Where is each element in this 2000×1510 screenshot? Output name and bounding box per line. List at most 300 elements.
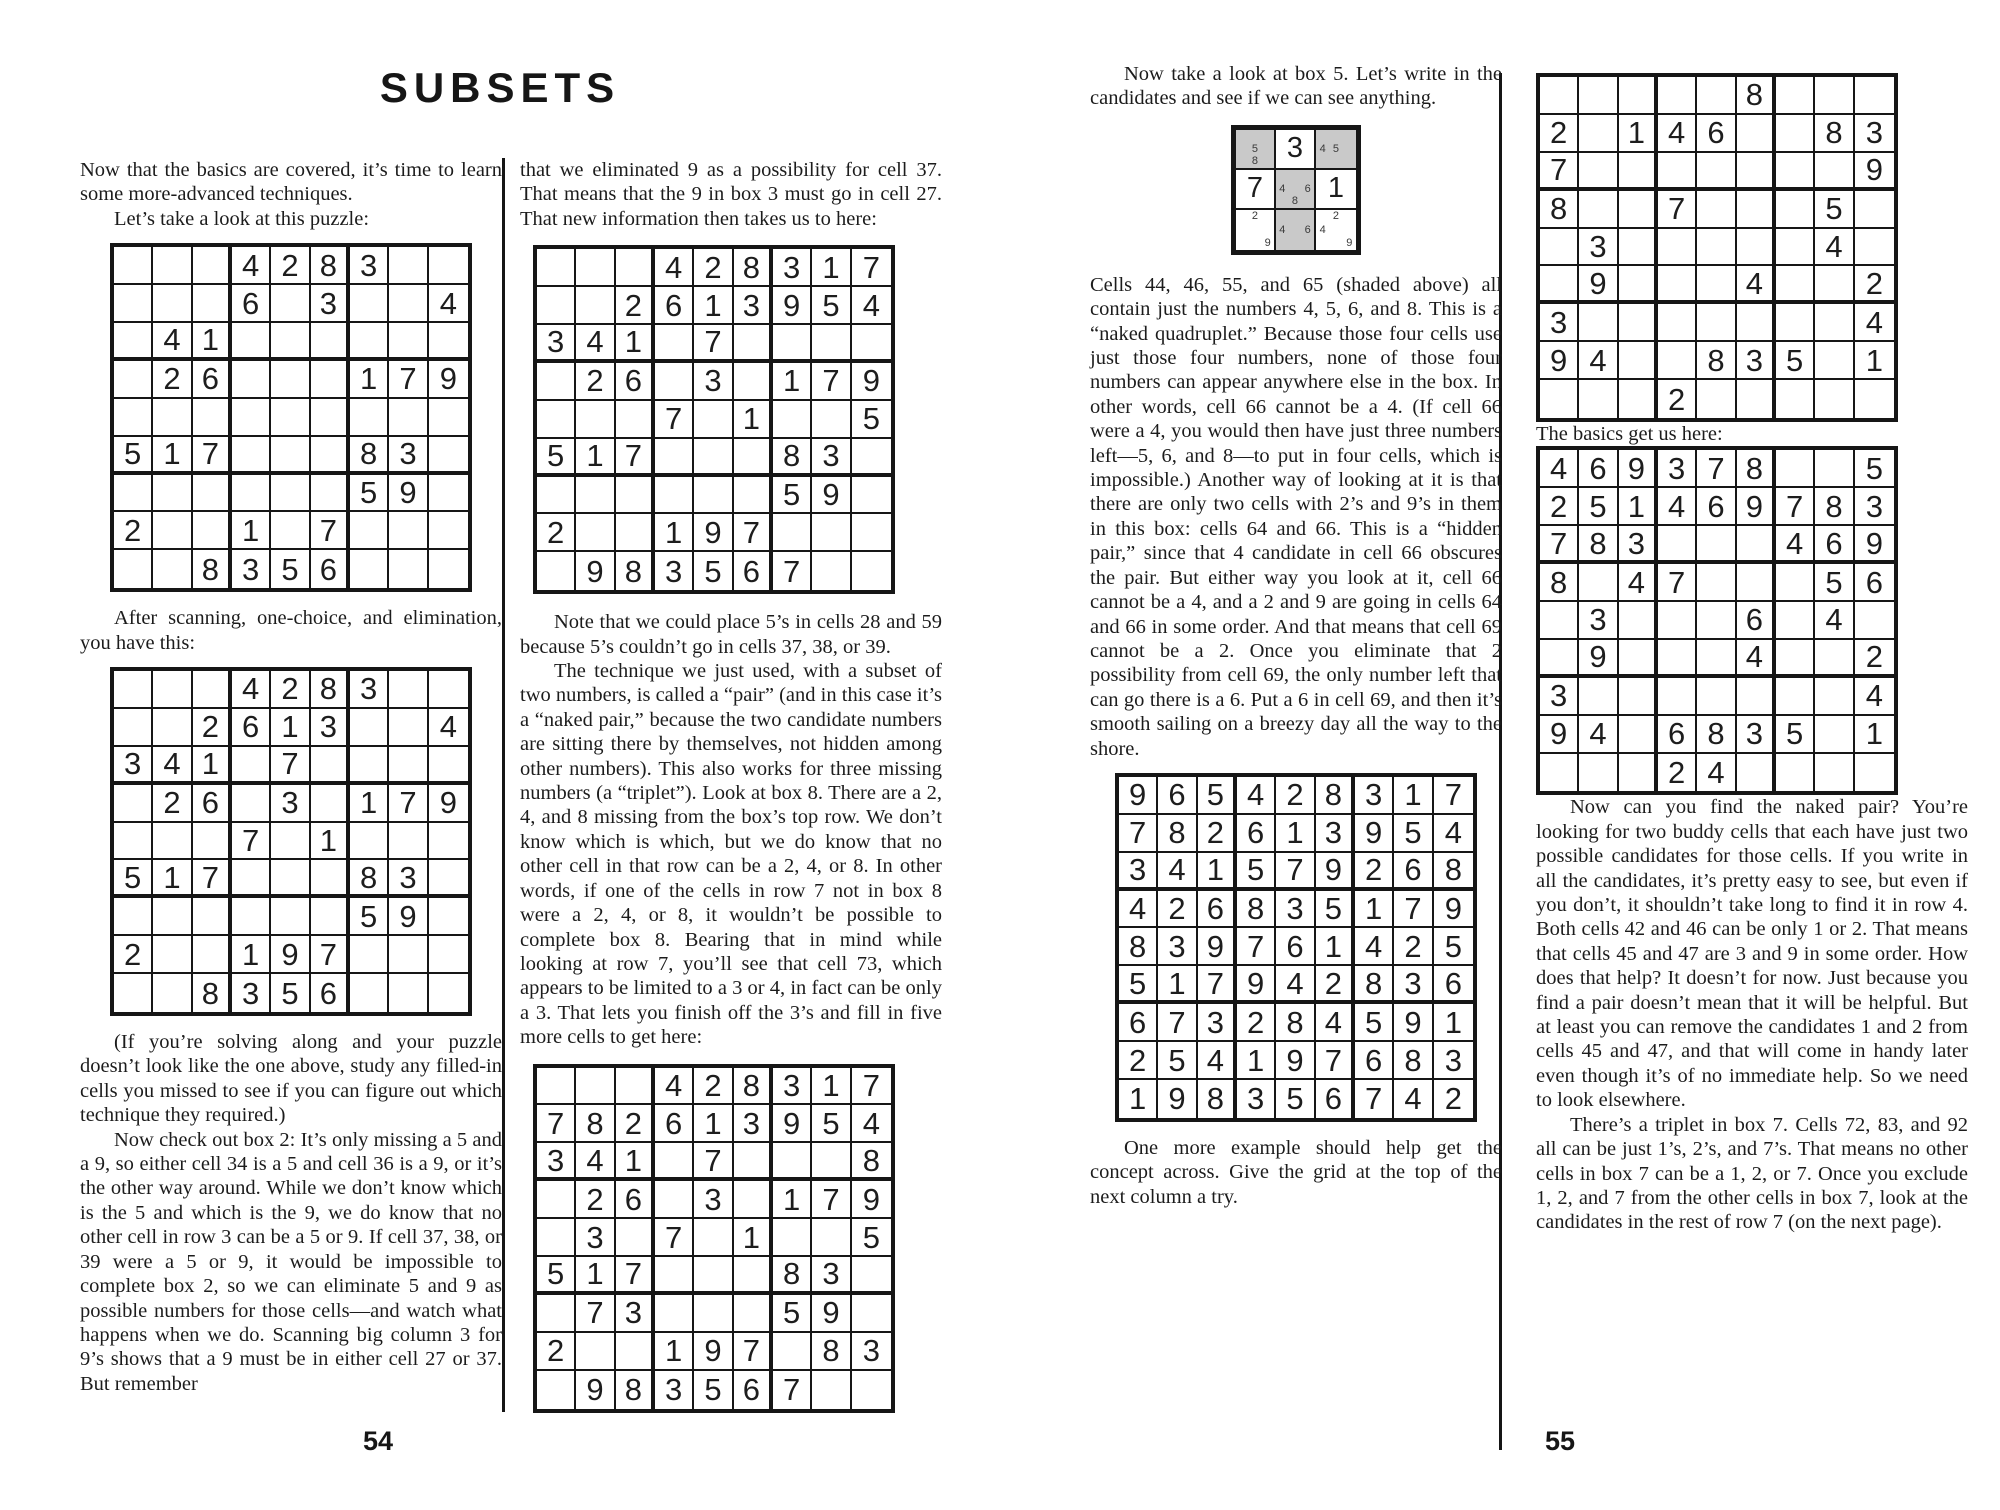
sudoku-cell: 2 bbox=[1276, 777, 1315, 815]
sudoku-cell bbox=[389, 550, 428, 588]
sudoku-cell bbox=[429, 747, 468, 785]
sudoku-cell bbox=[1815, 716, 1854, 754]
sudoku-cell bbox=[1579, 115, 1618, 153]
sudoku-cell: 6 bbox=[734, 1371, 773, 1409]
candidate-slot bbox=[1329, 236, 1342, 249]
sudoku-cell: 7 bbox=[232, 823, 271, 861]
sudoku-cell: 3 bbox=[576, 1219, 615, 1257]
candidate-slot bbox=[1236, 155, 1249, 168]
sudoku-cell: 3 bbox=[812, 1257, 851, 1295]
sudoku-cell: 9 bbox=[812, 1295, 851, 1333]
sudoku-cell: 1 bbox=[153, 860, 192, 898]
sudoku-cell: 9 bbox=[389, 475, 428, 513]
sudoku-cell bbox=[271, 437, 310, 475]
sudoku-cell: 4 bbox=[1776, 526, 1815, 564]
sudoku-cell bbox=[271, 361, 310, 399]
sudoku-cell: 8 bbox=[350, 860, 389, 898]
sudoku-cell: 6 bbox=[1355, 1042, 1394, 1080]
sudoku-cell: 9 bbox=[1540, 342, 1579, 380]
sudoku-cell: 8 bbox=[350, 437, 389, 475]
sudoku-cell: 3 bbox=[1737, 716, 1776, 754]
sudoku-cell bbox=[1855, 229, 1894, 267]
page-number-right: 55 bbox=[1545, 1426, 1576, 1456]
sudoku-cell: 9 bbox=[1394, 1004, 1433, 1042]
box-cell-solved: 7 bbox=[1236, 170, 1276, 210]
sudoku-cell bbox=[389, 323, 428, 361]
candidate-slot bbox=[1236, 210, 1249, 223]
candidate-slot bbox=[1261, 142, 1274, 155]
sudoku-cell: 1 bbox=[616, 1143, 655, 1181]
solving-note-paragraph: (If you’re solving along and your puzzle doesn’t look like the one above, study any filled-in cells you missed to see if you can figure out which technique they required.) bbox=[80, 1031, 502, 1127]
sudoku-cell: 7 bbox=[1316, 1042, 1355, 1080]
sudoku-cell bbox=[1697, 153, 1736, 191]
sudoku-cell: 7 bbox=[655, 401, 694, 439]
sudoku-cell: 4 bbox=[852, 287, 891, 325]
sudoku-cell: 9 bbox=[1855, 526, 1894, 564]
sudoku-cell: 5 bbox=[1434, 928, 1473, 966]
sudoku-cell: 7 bbox=[271, 747, 310, 785]
sudoku-cell: 3 bbox=[1737, 342, 1776, 380]
sudoku-cell: 1 bbox=[1394, 777, 1433, 815]
sudoku-cell bbox=[193, 671, 232, 709]
sudoku-cell bbox=[812, 325, 851, 363]
sudoku-cell: 4 bbox=[1737, 266, 1776, 304]
sudoku-cell bbox=[694, 1257, 733, 1295]
sudoku-cell bbox=[153, 671, 192, 709]
sudoku-cell: 1 bbox=[311, 823, 350, 861]
sudoku-cell: 2 bbox=[1237, 1004, 1276, 1042]
candidate-slot bbox=[1249, 130, 1262, 143]
sudoku-cell bbox=[1815, 640, 1854, 678]
candidate-slot bbox=[1289, 182, 1302, 195]
sudoku-cell bbox=[193, 247, 232, 285]
sudoku-cell: 8 bbox=[1540, 564, 1579, 602]
sudoku-cell: 8 bbox=[1394, 1042, 1433, 1080]
sudoku-cell bbox=[576, 249, 615, 287]
sudoku-cell: 6 bbox=[616, 1181, 655, 1219]
sudoku-cell bbox=[852, 1257, 891, 1295]
sudoku-cell: 4 bbox=[1815, 229, 1854, 267]
sudoku-cell bbox=[1540, 229, 1579, 267]
sudoku-cell: 4 bbox=[153, 747, 192, 785]
sudoku-cell: 6 bbox=[655, 1105, 694, 1143]
sudoku-cell bbox=[114, 361, 153, 399]
sudoku-cell: 4 bbox=[153, 323, 192, 361]
sudoku-cell bbox=[1776, 77, 1815, 115]
candidate-slot bbox=[1329, 223, 1342, 236]
candidate-slot: 4 bbox=[1319, 223, 1326, 236]
sudoku-cell bbox=[812, 1219, 851, 1257]
candidate-mini-grid bbox=[1276, 170, 1314, 208]
sudoku-cell bbox=[1579, 564, 1618, 602]
sudoku-cell: 8 bbox=[852, 1143, 891, 1181]
sudoku-cell: 2 bbox=[153, 361, 192, 399]
sudoku-cell: 7 bbox=[193, 437, 232, 475]
sudoku-cell: 9 bbox=[852, 1181, 891, 1219]
sudoku-cell: 7 bbox=[734, 1333, 773, 1371]
sudoku-cell bbox=[694, 1219, 733, 1257]
sudoku-cell: 1 bbox=[576, 439, 615, 477]
sudoku-cell: 3 bbox=[655, 1371, 694, 1409]
sudoku-cell bbox=[311, 361, 350, 399]
sudoku-cell: 1 bbox=[153, 437, 192, 475]
sudoku-cell: 6 bbox=[1658, 716, 1697, 754]
sudoku-cell bbox=[1619, 229, 1658, 267]
candidate-slot bbox=[1329, 155, 1342, 168]
sudoku-cell: 3 bbox=[1394, 966, 1433, 1004]
sudoku-cell bbox=[734, 1257, 773, 1295]
sudoku-cell: 2 bbox=[694, 1068, 733, 1106]
sudoku-cell: 6 bbox=[1237, 815, 1276, 853]
sudoku-cell bbox=[852, 514, 891, 552]
sudoku-cell: 4 bbox=[1855, 678, 1894, 716]
sudoku-cell: 1 bbox=[1434, 1004, 1473, 1042]
sudoku-cell: 2 bbox=[1198, 815, 1237, 853]
sudoku-cell: 5 bbox=[1815, 564, 1854, 602]
sudoku-cell: 1 bbox=[812, 249, 851, 287]
sudoku-cell: 8 bbox=[616, 1371, 655, 1409]
sudoku-cell bbox=[429, 399, 468, 437]
sudoku-cell: 5 bbox=[114, 437, 153, 475]
box-cell-candidates bbox=[1316, 130, 1356, 170]
sudoku-cell: 4 bbox=[232, 247, 271, 285]
sudoku-cell: 2 bbox=[271, 671, 310, 709]
sudoku-cell: 6 bbox=[1697, 488, 1736, 526]
sudoku-cell: 7 bbox=[1119, 815, 1158, 853]
sudoku-cell: 8 bbox=[1158, 815, 1197, 853]
sudoku-cell bbox=[773, 1333, 812, 1371]
candidate-slot bbox=[1301, 195, 1314, 208]
sudoku-cell: 8 bbox=[1697, 342, 1736, 380]
sudoku-cell: 3 bbox=[311, 285, 350, 323]
sudoku-cell bbox=[812, 401, 851, 439]
candidate-slot: 9 bbox=[1264, 237, 1271, 250]
sudoku-cell: 3 bbox=[734, 1105, 773, 1143]
candidate-slot bbox=[1236, 236, 1249, 249]
sudoku-cell bbox=[1737, 115, 1776, 153]
sudoku-cell: 9 bbox=[694, 1333, 733, 1371]
sudoku-cell bbox=[655, 477, 694, 515]
sudoku-cell bbox=[1776, 304, 1815, 342]
sudoku-cell: 1 bbox=[773, 363, 812, 401]
sudoku-cell: 8 bbox=[1237, 891, 1276, 929]
sudoku-cell: 4 bbox=[1737, 640, 1776, 678]
sudoku-cell bbox=[350, 747, 389, 785]
sudoku-cell: 6 bbox=[655, 287, 694, 325]
sudoku-cell bbox=[193, 285, 232, 323]
sudoku-cell: 2 bbox=[1158, 891, 1197, 929]
sudoku-cell: 5 bbox=[350, 898, 389, 936]
sudoku-cell bbox=[429, 898, 468, 936]
sudoku-cell: 5 bbox=[537, 439, 576, 477]
sudoku-cell: 9 bbox=[1316, 853, 1355, 891]
candidate-slot: 5 bbox=[1332, 142, 1340, 155]
sudoku-cell: 3 bbox=[655, 552, 694, 590]
candidate-slot bbox=[1236, 130, 1249, 143]
sudoku-cell bbox=[114, 974, 153, 1012]
sudoku-cell bbox=[350, 974, 389, 1012]
sudoku-cell bbox=[193, 936, 232, 974]
sudoku-cell: 1 bbox=[193, 323, 232, 361]
sudoku-cell bbox=[114, 785, 153, 823]
candidate-slot bbox=[1329, 130, 1342, 143]
candidate-slot bbox=[1343, 223, 1356, 236]
sudoku-cell bbox=[232, 860, 271, 898]
sudoku-cell bbox=[576, 514, 615, 552]
sudoku-cell bbox=[350, 936, 389, 974]
sudoku-cell: 4 bbox=[429, 285, 468, 323]
sudoku-cell: 8 bbox=[1119, 928, 1158, 966]
sudoku-cell: 7 bbox=[1355, 1080, 1394, 1118]
sudoku-cell: 5 bbox=[1237, 853, 1276, 891]
candidate-mini-grid bbox=[1316, 130, 1356, 168]
sudoku-cell: 1 bbox=[232, 936, 271, 974]
sudoku-cell: 3 bbox=[1316, 815, 1355, 853]
sudoku-cell bbox=[1658, 602, 1697, 640]
sudoku-cell bbox=[389, 512, 428, 550]
sudoku-cell bbox=[429, 323, 468, 361]
sudoku-cell: 7 bbox=[1697, 450, 1736, 488]
sudoku-cell bbox=[1579, 678, 1618, 716]
sudoku-cell: 9 bbox=[429, 785, 468, 823]
candidate-slot bbox=[1289, 236, 1302, 249]
candidate-slot bbox=[1276, 210, 1289, 223]
sudoku-cell: 5 bbox=[812, 287, 851, 325]
sudoku-cell: 3 bbox=[1658, 450, 1697, 488]
sudoku-cell: 9 bbox=[271, 936, 310, 974]
sudoku-cell: 7 bbox=[616, 439, 655, 477]
box-cell-candidates bbox=[1236, 130, 1276, 170]
sudoku-cell: 3 bbox=[616, 1295, 655, 1333]
sudoku-cell: 3 bbox=[1198, 1004, 1237, 1042]
sudoku-cell bbox=[153, 475, 192, 513]
sudoku-cell bbox=[271, 512, 310, 550]
sudoku-cell bbox=[389, 936, 428, 974]
candidate-slot bbox=[1343, 210, 1356, 223]
box-cell-candidates bbox=[1276, 170, 1316, 210]
sudoku-cell bbox=[153, 285, 192, 323]
sudoku-cell: 5 bbox=[694, 1371, 733, 1409]
sudoku-cell bbox=[1737, 678, 1776, 716]
candidate-slot: 4 bbox=[1279, 182, 1286, 195]
sudoku-cell: 3 bbox=[537, 1143, 576, 1181]
sudoku-cell bbox=[537, 477, 576, 515]
sudoku-cell bbox=[114, 247, 153, 285]
sudoku-cell: 3 bbox=[537, 325, 576, 363]
page54-column-2 bbox=[520, 158, 942, 1429]
sudoku-cell: 9 bbox=[1619, 450, 1658, 488]
sudoku-cell: 7 bbox=[311, 936, 350, 974]
sudoku-cell bbox=[271, 285, 310, 323]
sudoku-cell: 3 bbox=[773, 249, 812, 287]
sudoku-cell bbox=[311, 323, 350, 361]
sudoku-cell bbox=[193, 399, 232, 437]
sudoku-cell bbox=[576, 287, 615, 325]
sudoku-cell: 2 bbox=[537, 514, 576, 552]
candidate-slot bbox=[1343, 155, 1356, 168]
sudoku-cell: 7 bbox=[311, 512, 350, 550]
sudoku-cell: 4 bbox=[1658, 488, 1697, 526]
sudoku-cell bbox=[1540, 602, 1579, 640]
sudoku-cell: 3 bbox=[114, 747, 153, 785]
sudoku-cell bbox=[271, 898, 310, 936]
sudoku-cell: 3 bbox=[1855, 488, 1894, 526]
sudoku-cell: 2 bbox=[1355, 853, 1394, 891]
sudoku-cell bbox=[1697, 229, 1736, 267]
sudoku-cell: 3 bbox=[1355, 777, 1394, 815]
candidate-slot bbox=[1289, 210, 1302, 223]
box-cell-solved: 3 bbox=[1276, 130, 1316, 170]
sudoku-cell: 3 bbox=[350, 247, 389, 285]
sudoku-cell: 3 bbox=[734, 287, 773, 325]
page-number-left: 54 bbox=[363, 1426, 394, 1456]
sudoku-cell: 2 bbox=[1540, 115, 1579, 153]
sudoku-cell: 2 bbox=[153, 785, 192, 823]
sudoku-cell bbox=[1776, 229, 1815, 267]
sudoku-cell bbox=[852, 439, 891, 477]
note-paragraph: Note that we could place 5’s in cells 28 and 59 because 5’s couldn’t go in cells 37, 38, or 39. bbox=[520, 611, 942, 658]
sudoku-cell: 1 bbox=[350, 361, 389, 399]
sudoku-cell bbox=[1776, 640, 1815, 678]
sudoku-cell: 3 bbox=[1579, 229, 1618, 267]
sudoku-cell bbox=[1619, 191, 1658, 229]
sudoku-cell bbox=[350, 709, 389, 747]
sudoku-cell: 3 bbox=[773, 1068, 812, 1106]
sudoku-cell bbox=[537, 1219, 576, 1257]
sudoku-cell: 5 bbox=[852, 1219, 891, 1257]
candidate-slot bbox=[1316, 236, 1329, 249]
sudoku-cell bbox=[1697, 266, 1736, 304]
sudoku-cell: 6 bbox=[193, 361, 232, 399]
sudoku-cell: 1 bbox=[773, 1181, 812, 1219]
sudoku-cell: 9 bbox=[1158, 1080, 1197, 1118]
sudoku-cell: 8 bbox=[773, 1257, 812, 1295]
sudoku-cell bbox=[1697, 191, 1736, 229]
sudoku-cell bbox=[1619, 77, 1658, 115]
sudoku-cell bbox=[1619, 380, 1658, 418]
sudoku-cell: 7 bbox=[1198, 966, 1237, 1004]
sudoku-cell bbox=[537, 1371, 576, 1409]
sudoku-cell: 7 bbox=[694, 1143, 733, 1181]
sudoku-cell bbox=[1540, 380, 1579, 418]
sudoku-cell: 9 bbox=[812, 477, 851, 515]
candidate-slot bbox=[1276, 236, 1289, 249]
sudoku-cell: 2 bbox=[1855, 640, 1894, 678]
sudoku-cell bbox=[734, 477, 773, 515]
sudoku-cell bbox=[852, 1371, 891, 1409]
sudoku-cell: 7 bbox=[1237, 928, 1276, 966]
sudoku-cell bbox=[1697, 564, 1736, 602]
sudoku-cell: 2 bbox=[694, 249, 733, 287]
sudoku-cell: 2 bbox=[1444, 1081, 1462, 1117]
sudoku-cell: 7 bbox=[1658, 564, 1697, 602]
sudoku-cell: 3 bbox=[1434, 1042, 1473, 1080]
sudoku-cell bbox=[1658, 77, 1697, 115]
sudoku-cell: 9 bbox=[1237, 966, 1276, 1004]
sudoku-cell: 1 bbox=[694, 287, 733, 325]
sudoku-cell bbox=[616, 249, 655, 287]
sudoku-cell bbox=[1697, 678, 1736, 716]
sudoku-cell bbox=[694, 1295, 733, 1333]
sudoku-cell bbox=[311, 475, 350, 513]
sudoku-cell: 6 bbox=[1158, 777, 1197, 815]
sudoku-cell bbox=[232, 399, 271, 437]
sudoku-cell bbox=[1579, 153, 1618, 191]
sudoku-cell: 6 bbox=[1198, 891, 1237, 929]
sudoku-cell: 3 bbox=[852, 1333, 891, 1371]
sudoku-cell: 9 bbox=[1579, 266, 1618, 304]
sudoku-cell bbox=[812, 552, 851, 590]
sudoku-cell bbox=[812, 514, 851, 552]
sudoku-cell: 2 bbox=[537, 1333, 576, 1371]
sudoku-cell bbox=[114, 709, 153, 747]
sudoku-cell: 3 bbox=[812, 439, 851, 477]
sudoku-cell bbox=[1540, 77, 1579, 115]
sudoku-cell bbox=[734, 1143, 773, 1181]
sudoku-cell bbox=[232, 323, 271, 361]
sudoku-cell: 2 bbox=[1855, 266, 1894, 304]
sudoku-cell bbox=[537, 1181, 576, 1219]
sudoku-cell bbox=[1737, 526, 1776, 564]
sudoku-cell: 6 bbox=[1579, 450, 1618, 488]
sudoku-cell: 3 bbox=[1276, 891, 1315, 929]
sudoku-cell bbox=[114, 823, 153, 861]
candidate-slot bbox=[1343, 130, 1356, 143]
sudoku-cell: 4 bbox=[1579, 342, 1618, 380]
candidate-mini-grid bbox=[1236, 210, 1274, 250]
sudoku-cell: 5 bbox=[773, 1295, 812, 1333]
sudoku-cell: 5 bbox=[537, 1257, 576, 1295]
sudoku-cell: 3 bbox=[1158, 928, 1197, 966]
sudoku-cell: 8 bbox=[311, 247, 350, 285]
sudoku-cell bbox=[1776, 754, 1815, 792]
sudoku-cell bbox=[1776, 678, 1815, 716]
sudoku-cell: 9 bbox=[389, 898, 428, 936]
sudoku-cell: 4 bbox=[1619, 564, 1658, 602]
sudoku-cell bbox=[1737, 380, 1776, 418]
sudoku-cell bbox=[1855, 754, 1894, 792]
sudoku-cell bbox=[655, 1257, 694, 1295]
sudoku-cell bbox=[429, 671, 468, 709]
candidate-slot: 8 bbox=[1251, 155, 1259, 168]
sudoku-cell: 8 bbox=[734, 249, 773, 287]
sudoku-cell bbox=[311, 898, 350, 936]
sudoku-cell bbox=[232, 361, 271, 399]
sudoku-cell bbox=[389, 285, 428, 323]
sudoku-cell bbox=[1697, 640, 1736, 678]
sudoku-cell bbox=[193, 512, 232, 550]
box-cell-candidates bbox=[1276, 210, 1316, 250]
sudoku-cell bbox=[153, 823, 192, 861]
sudoku-cell: 8 bbox=[1815, 115, 1854, 153]
after-scanning-text: After scanning, one-choice, and elimination, you have this: bbox=[80, 607, 502, 654]
sudoku-cell: 7 bbox=[773, 552, 812, 590]
sudoku-cell bbox=[734, 363, 773, 401]
sudoku-cell bbox=[616, 477, 655, 515]
sudoku-cell: 3 bbox=[1855, 115, 1894, 153]
candidate-slot: 5 bbox=[1251, 142, 1259, 155]
sudoku-cell: 6 bbox=[1119, 1004, 1158, 1042]
sudoku-cell bbox=[193, 823, 232, 861]
sudoku-cell: 5 bbox=[812, 1105, 851, 1143]
sudoku-cell: 4 bbox=[1276, 966, 1315, 1004]
sudoku-cell: 6 bbox=[734, 552, 773, 590]
sudoku-cell bbox=[537, 1068, 576, 1106]
box-cell-candidates bbox=[1236, 210, 1276, 250]
sudoku-cell: 1 bbox=[1198, 853, 1237, 891]
sudoku-cell bbox=[114, 671, 153, 709]
sudoku-cell: 9 bbox=[1579, 640, 1618, 678]
